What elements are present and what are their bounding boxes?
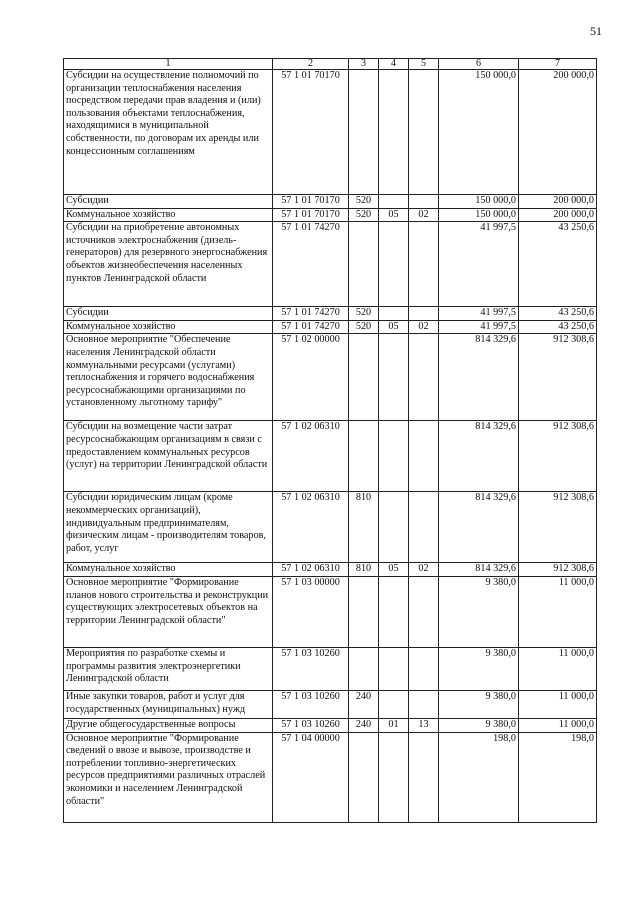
cell-c5 bbox=[409, 334, 439, 421]
cell-c3: 240 bbox=[349, 718, 379, 732]
header-col-1: 1 bbox=[64, 59, 273, 70]
cell-v6: 9 380,0 bbox=[439, 690, 519, 718]
cell-v7: 43 250,6 bbox=[519, 320, 597, 334]
cell-v7: 912 308,6 bbox=[519, 334, 597, 421]
cell-v7: 198,0 bbox=[519, 732, 597, 822]
cell-c5: 13 bbox=[409, 718, 439, 732]
cell-c5: 02 bbox=[409, 208, 439, 222]
cell-c4 bbox=[379, 334, 409, 421]
cell-v7: 11 000,0 bbox=[519, 690, 597, 718]
table-row bbox=[64, 732, 597, 822]
header-col-6: 6 bbox=[439, 59, 519, 70]
cell-c4: 05 bbox=[379, 320, 409, 334]
cell-c4 bbox=[379, 732, 409, 822]
cell-c4 bbox=[379, 195, 409, 209]
cell-c3: 520 bbox=[349, 307, 379, 321]
cell-c4 bbox=[379, 222, 409, 307]
cell-code: 57 1 01 70170 bbox=[273, 70, 349, 195]
cell-name: Субсидии bbox=[64, 307, 273, 321]
cell-v6: 814 329,6 bbox=[439, 334, 519, 421]
cell-c3: 240 bbox=[349, 690, 379, 718]
cell-c4 bbox=[379, 690, 409, 718]
cell-v6: 150 000,0 bbox=[439, 208, 519, 222]
cell-c3 bbox=[349, 70, 379, 195]
cell-v7: 43 250,6 bbox=[519, 307, 597, 321]
table-row bbox=[64, 222, 597, 307]
cell-c5 bbox=[409, 732, 439, 822]
cell-c3 bbox=[349, 222, 379, 307]
cell-v7: 200 000,0 bbox=[519, 195, 597, 209]
cell-v7: 912 308,6 bbox=[519, 563, 597, 577]
cell-name: Субсидии bbox=[64, 195, 273, 209]
cell-v7: 43 250,6 bbox=[519, 222, 597, 307]
cell-c4 bbox=[379, 647, 409, 690]
cell-c3: 520 bbox=[349, 208, 379, 222]
cell-c3: 810 bbox=[349, 492, 379, 563]
table-row bbox=[64, 307, 597, 321]
header-col-4: 4 bbox=[379, 59, 409, 70]
cell-v7: 11 000,0 bbox=[519, 718, 597, 732]
cell-code: 57 1 03 10260 bbox=[273, 647, 349, 690]
cell-c5 bbox=[409, 421, 439, 492]
cell-v6: 814 329,6 bbox=[439, 563, 519, 577]
cell-c5 bbox=[409, 195, 439, 209]
table-row bbox=[64, 647, 597, 690]
cell-code: 57 1 02 06310 bbox=[273, 421, 349, 492]
header-col-3: 3 bbox=[349, 59, 379, 70]
table-row bbox=[64, 718, 597, 732]
cell-name: Иные закупки товаров, работ и услуг для государственных (муниципальных) нужд bbox=[64, 690, 273, 718]
cell-c5 bbox=[409, 492, 439, 563]
header-col-2: 2 bbox=[273, 59, 349, 70]
cell-v7: 200 000,0 bbox=[519, 208, 597, 222]
table-row bbox=[64, 70, 597, 195]
table-row bbox=[64, 690, 597, 718]
cell-code: 57 1 03 10260 bbox=[273, 718, 349, 732]
cell-v6: 198,0 bbox=[439, 732, 519, 822]
cell-name: Коммунальное хозяйство bbox=[64, 208, 273, 222]
cell-name: Субсидии на приобретение автономных источников электроснабжения (дизель-генераторов) для резервного энергоснабжения объектов жизнеобеспечения населенных пунктов Ленинградской области bbox=[64, 222, 273, 307]
cell-code: 57 1 04 00000 bbox=[273, 732, 349, 822]
cell-c5 bbox=[409, 647, 439, 690]
cell-code: 57 1 01 70170 bbox=[273, 208, 349, 222]
cell-c3 bbox=[349, 732, 379, 822]
cell-name: Основное мероприятие "Формирование планов нового строительства и реконструкции существующих электросетевых объектов на территории Ленинградской области" bbox=[64, 576, 273, 647]
budget-table bbox=[63, 58, 597, 823]
cell-c5: 02 bbox=[409, 563, 439, 577]
cell-name: Основное мероприятие "Формирование сведений о ввозе и вывозе, производстве и потреблении топливно-энергетических ресурсов предприятиями различных отраслей экономики и населением Ленинградской области" bbox=[64, 732, 273, 822]
table-row bbox=[64, 334, 597, 421]
header-col-5: 5 bbox=[409, 59, 439, 70]
cell-c4: 05 bbox=[379, 208, 409, 222]
cell-c3 bbox=[349, 334, 379, 421]
cell-v6: 150 000,0 bbox=[439, 70, 519, 195]
cell-v6: 9 380,0 bbox=[439, 576, 519, 647]
cell-code: 57 1 01 70170 bbox=[273, 195, 349, 209]
cell-v7: 200 000,0 bbox=[519, 70, 597, 195]
cell-c3: 520 bbox=[349, 195, 379, 209]
cell-c4 bbox=[379, 421, 409, 492]
cell-c5 bbox=[409, 307, 439, 321]
cell-name: Мероприятия по разработке схемы и программы развития электроэнергетики Ленинградской области bbox=[64, 647, 273, 690]
cell-c4: 05 bbox=[379, 563, 409, 577]
cell-code: 57 1 01 74270 bbox=[273, 307, 349, 321]
cell-v6: 9 380,0 bbox=[439, 718, 519, 732]
cell-c3: 520 bbox=[349, 320, 379, 334]
cell-c3 bbox=[349, 647, 379, 690]
cell-code: 57 1 02 06310 bbox=[273, 492, 349, 563]
cell-c4 bbox=[379, 307, 409, 321]
cell-name: Коммунальное хозяйство bbox=[64, 320, 273, 334]
cell-c5 bbox=[409, 70, 439, 195]
cell-c5 bbox=[409, 222, 439, 307]
cell-v6: 41 997,5 bbox=[439, 222, 519, 307]
cell-v6: 41 997,5 bbox=[439, 307, 519, 321]
cell-v6: 9 380,0 bbox=[439, 647, 519, 690]
cell-code: 57 1 03 00000 bbox=[273, 576, 349, 647]
table-row bbox=[64, 492, 597, 563]
cell-c4 bbox=[379, 70, 409, 195]
cell-c5 bbox=[409, 690, 439, 718]
cell-c3: 810 bbox=[349, 563, 379, 577]
cell-c3 bbox=[349, 576, 379, 647]
cell-name: Субсидии на возмещение части затрат ресурсоснабжающим организациям в связи с предоставлением коммунальных ресурсов (услуг) на территории Ленинградской области bbox=[64, 421, 273, 492]
cell-c4 bbox=[379, 576, 409, 647]
cell-code: 57 1 02 00000 bbox=[273, 334, 349, 421]
cell-code: 57 1 02 06310 bbox=[273, 563, 349, 577]
cell-c3 bbox=[349, 421, 379, 492]
cell-c4 bbox=[379, 492, 409, 563]
cell-name: Субсидии на осуществление полномочий по организации теплоснабжения населения посредством передачи прав владения и (или) пользования объектами теплоснабжения, находящимися в муниципальной собственности, по договорам их аренды или концессионным соглашениям bbox=[64, 70, 273, 195]
table-row bbox=[64, 320, 597, 334]
table-row bbox=[64, 421, 597, 492]
cell-v7: 912 308,6 bbox=[519, 421, 597, 492]
table-row bbox=[64, 576, 597, 647]
cell-name: Другие общегосударственные вопросы bbox=[64, 718, 273, 732]
table-row bbox=[64, 208, 597, 222]
cell-v6: 814 329,6 bbox=[439, 492, 519, 563]
table-header-row bbox=[64, 59, 597, 70]
page-number: 51 bbox=[590, 24, 602, 38]
cell-name: Коммунальное хозяйство bbox=[64, 563, 273, 577]
cell-c5 bbox=[409, 576, 439, 647]
table-row bbox=[64, 563, 597, 577]
cell-v6: 814 329,6 bbox=[439, 421, 519, 492]
cell-c4: 01 bbox=[379, 718, 409, 732]
cell-v6: 41 997,5 bbox=[439, 320, 519, 334]
cell-v6: 150 000,0 bbox=[439, 195, 519, 209]
cell-name: Субсидии юридическим лицам (кроме некоммерческих организаций), индивидуальным предпринимателям, физическим лицам - производителям товаров, работ, услуг bbox=[64, 492, 273, 563]
table-row bbox=[64, 195, 597, 209]
cell-code: 57 1 01 74270 bbox=[273, 222, 349, 307]
cell-code: 57 1 03 10260 bbox=[273, 690, 349, 718]
cell-v7: 912 308,6 bbox=[519, 492, 597, 563]
cell-code: 57 1 01 74270 bbox=[273, 320, 349, 334]
header-col-7: 7 bbox=[519, 59, 597, 70]
cell-v7: 11 000,0 bbox=[519, 576, 597, 647]
cell-c5: 02 bbox=[409, 320, 439, 334]
cell-name: Основное мероприятие "Обеспечение населения Ленинградской области коммунальными ресурсами (услугами) теплоснабжения и горячего водоснабжения ресурсоснабжающими организациями по установленному льготному тарифу" bbox=[64, 334, 273, 421]
cell-v7: 11 000,0 bbox=[519, 647, 597, 690]
